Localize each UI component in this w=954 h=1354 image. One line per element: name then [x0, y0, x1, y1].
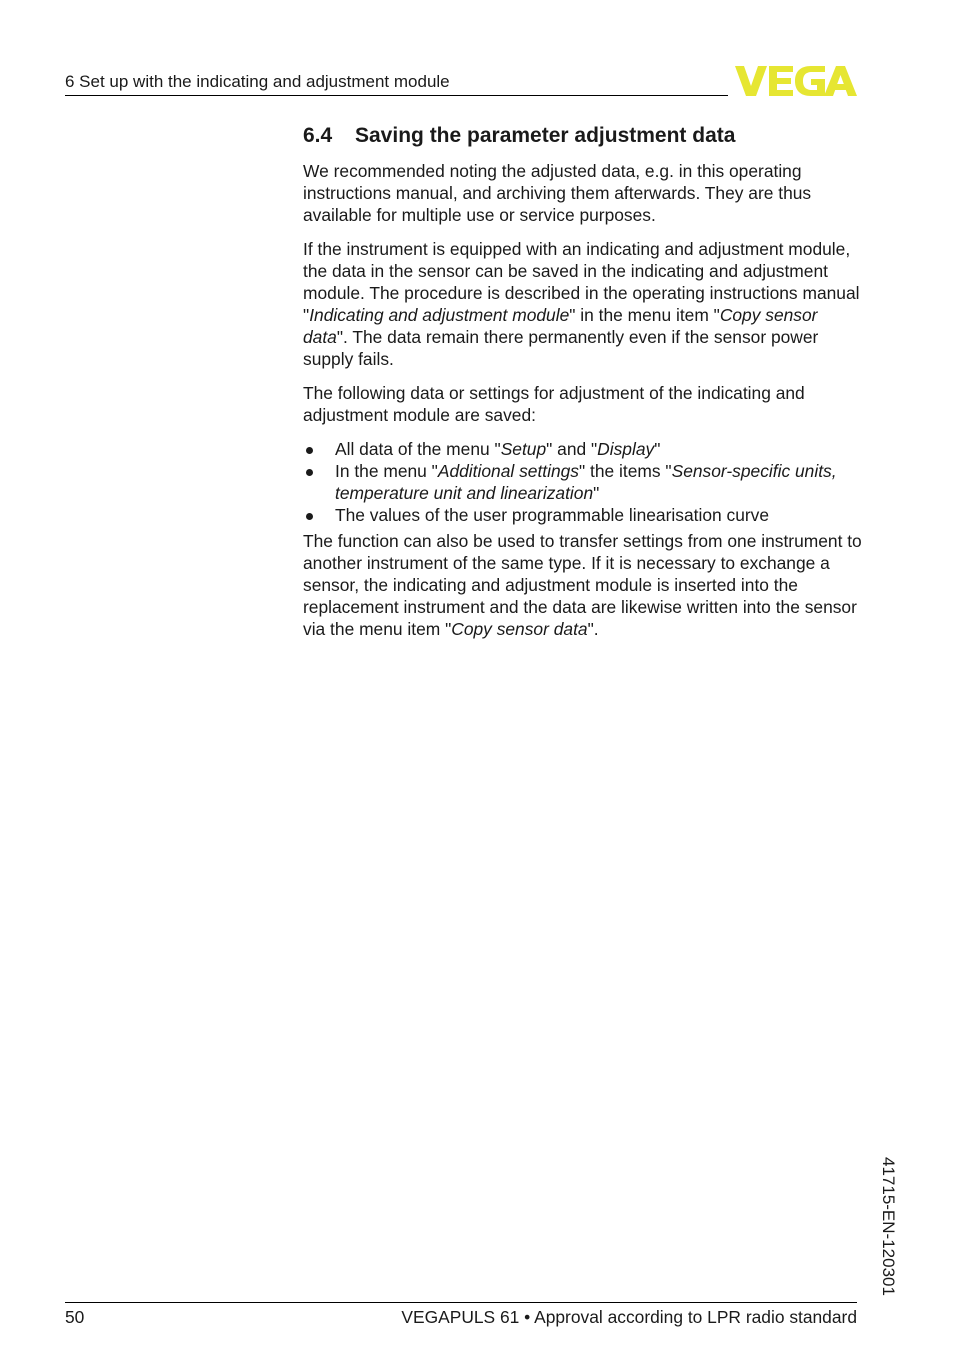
footer-title: VEGAPULS 61 • Approval according to LPR radio standard: [401, 1307, 857, 1327]
document-code: 41715-EN-120301: [879, 1157, 898, 1296]
page-number: 50: [65, 1307, 85, 1327]
p2-text-a: If the instrument is equipped with an indicating and adjustment module, the data in the sensor can be saved in the indicating and adjustment module. The procedure is described in the operating instructions manual ": [303, 239, 860, 325]
b1-text-c: ": [654, 439, 661, 460]
list-item: [303, 505, 863, 527]
paragraph-3: The following data or settings for adjustment of the indicating and adjustment module are saved:: [303, 383, 805, 426]
saved-data-list: [303, 439, 863, 527]
p2-italic-module: Indicating and adjustment module: [309, 304, 570, 325]
section-number: 6.4: [303, 124, 333, 147]
p4-text-b: ".: [587, 618, 599, 639]
b2-text-c: ": [593, 483, 600, 504]
p4-italic-copy: Copy sensor data: [451, 618, 588, 639]
main-content: [303, 122, 863, 653]
p4-text-a: The function can also be used to transfer settings from one instrument to another instrument of the same type. If it is necessary to exchange a sensor, the indicating and adjustment module is inserted into the replacement instrument and the data are likewise written into the sensor via the menu item ": [303, 531, 862, 639]
b3-text: The values of the user programmable linearisation curve: [335, 505, 770, 526]
section-title: Saving the parameter adjustment data: [355, 124, 736, 147]
p2-text-c: ". The data remain there permanently even if the sensor power supply fails.: [303, 326, 819, 369]
paragraph-1: We recommended noting the adjusted data, e.g. in this operating instructions manual, and archiving them afterwards. They are thus available for multiple use or service purposes.: [303, 161, 812, 225]
b2-text-b: " the items ": [579, 461, 672, 482]
b1-italic-display: Display: [597, 439, 655, 460]
list-item: [303, 439, 863, 461]
bullet-icon: [306, 447, 313, 454]
p2-text-b: " in the menu item ": [569, 304, 720, 325]
b2-italic-additional: Additional settings: [437, 461, 580, 482]
list-item: [303, 461, 863, 505]
bullet-icon: [306, 513, 313, 520]
paragraph-4: [303, 531, 863, 641]
paragraph-2: [303, 239, 863, 370]
running-header: 6 Set up with the indicating and adjustment module: [65, 72, 450, 91]
section-heading: [303, 122, 863, 150]
header-rule: [65, 95, 728, 96]
b1-text-a: All data of the menu ": [335, 439, 501, 460]
b1-italic-setup: Setup: [500, 439, 547, 460]
b2-text-a: In the menu ": [335, 461, 438, 482]
bullet-icon: [306, 469, 313, 476]
footer-rule: [65, 1302, 857, 1303]
b1-text-b: " and ": [546, 439, 598, 460]
p2-italic-copy: Copy sensor data: [303, 304, 818, 347]
vega-logo: [735, 66, 857, 96]
b2-italic-items: Sensor-specific units, temperature unit and linearization: [335, 461, 837, 504]
